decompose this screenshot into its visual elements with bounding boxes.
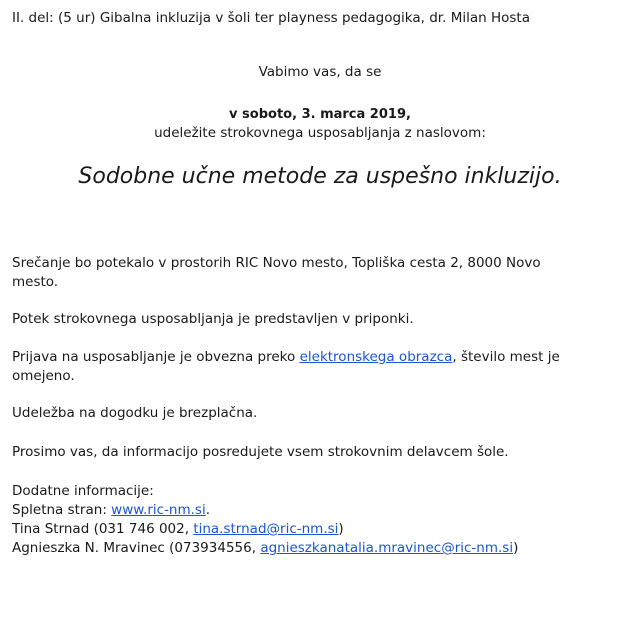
signup-paragraph <box>12 348 622 386</box>
signup-form-link[interactable]: elektronskega obrazca <box>299 349 453 365</box>
signup-text-after: , število mest je omejeno. <box>12 349 560 384</box>
section-line: II. del: (5 ur) Gibalna inkluzija v šoli ter playness pedagogika, dr. Milan Hosta <box>12 10 530 26</box>
contact-person-1 <box>12 520 622 539</box>
person1-email-link[interactable]: tina.strnad@ric-nm.si <box>193 521 339 537</box>
person2-after: ) <box>513 540 519 556</box>
contact-info <box>12 482 622 558</box>
web-label: Spletna stran: <box>12 502 112 518</box>
location-paragraph: Srečanje bo potekalo v prostorih RIC Novo mesto, Topliška cesta 2, 8000 Novo mesto. <box>12 255 541 290</box>
contact-heading: Dodatne informacije: <box>12 483 154 499</box>
contact-person-2 <box>12 539 622 558</box>
forward-paragraph: Prosimo vas, da informacijo posredujete vsem strokovnim delavcem šole. <box>12 444 509 460</box>
website-link[interactable]: www.ric-nm.si <box>111 502 206 518</box>
web-after: . <box>205 502 211 518</box>
signup-text-before: Prijava na usposabljanje je obvezna preko <box>12 349 300 365</box>
person2-text: Agnieszka N. Mravinec (073934556, <box>12 540 261 556</box>
person1-after: ) <box>338 521 344 537</box>
free-paragraph: Udeležba na dogodku je brezplačna. <box>12 405 258 421</box>
person2-email-link[interactable]: agnieszkanatalia.mravinec@ric-nm.si <box>260 540 514 556</box>
attend-text: udeležite strokovnega usposabljanja z naslovom: <box>154 125 486 141</box>
contact-web <box>12 501 622 520</box>
event-date: v soboto, 3. marca 2019, <box>229 107 411 122</box>
training-title: Sodobne učne metode za uspešno inkluzijo. <box>78 164 562 189</box>
invitation-intro: Vabimo vas, da se <box>258 64 382 80</box>
person1-text: Tina Strnad (031 746 002, <box>12 521 194 537</box>
program-paragraph: Potek strokovnega usposabljanja je predstavljen v priponki. <box>12 311 414 327</box>
